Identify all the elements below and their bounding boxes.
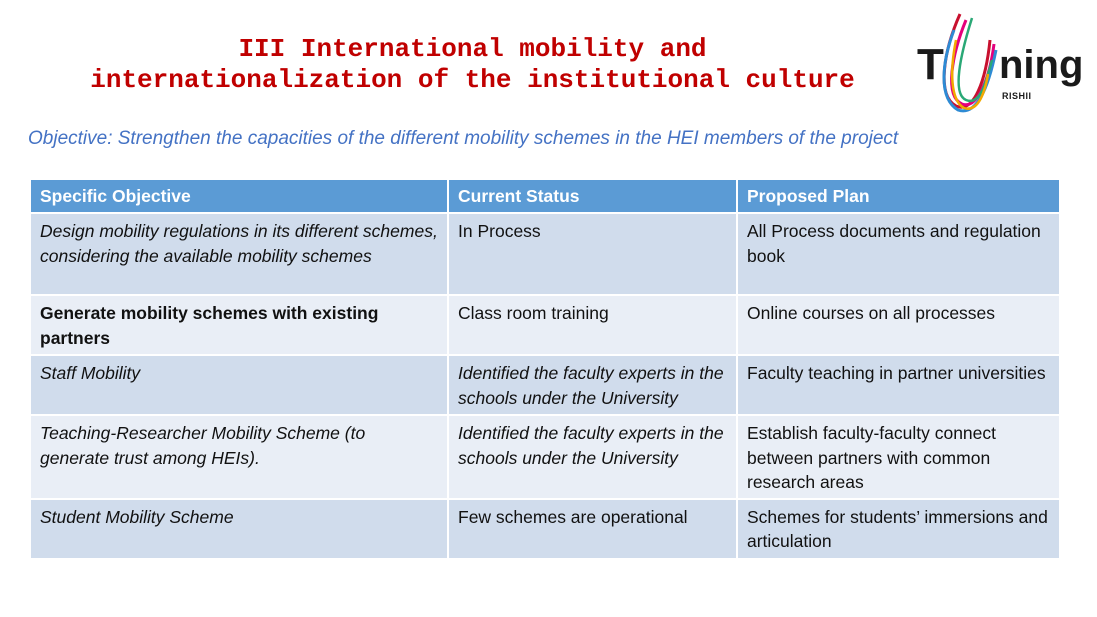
cell-status: Identified the faculty experts in the schools under the University: [448, 415, 737, 499]
slide-title-line1: III International mobility and: [238, 34, 707, 64]
cell-objective: Design mobility regulations in its different schemes, considering the available mobility schemes: [31, 213, 448, 295]
header-current-status: Current Status: [448, 180, 737, 213]
cell-objective: Staff Mobility: [31, 355, 448, 415]
cell-plan: Online courses on all processes: [737, 295, 1059, 355]
cell-objective: Generate mobility schemes with existing partners: [31, 295, 448, 355]
cell-plan: All Process documents and regulation book: [737, 213, 1059, 295]
cell-plan: Schemes for students’ immersions and articulation: [737, 499, 1059, 559]
cell-status: In Process: [448, 213, 737, 295]
tuning-logo: [916, 10, 1091, 118]
table-row: [31, 499, 1059, 559]
table-row: [31, 415, 1059, 499]
cell-status: Few schemes are operational: [448, 499, 737, 559]
mobility-plan-table: [31, 180, 1059, 560]
slide-title-line2: internationalization of the institutional culture: [90, 65, 855, 95]
cell-status: Identified the faculty experts in the schools under the University: [448, 355, 737, 415]
cell-plan: Faculty teaching in partner universities: [737, 355, 1059, 415]
header-specific-objective: Specific Objective: [31, 180, 448, 213]
header-proposed-plan: Proposed Plan: [737, 180, 1059, 213]
objective-text: Objective: Strengthen the capacities of the different mobility schemes in the HEI members of the project: [28, 128, 899, 149]
logo-text-ning: ning: [999, 43, 1084, 87]
logo-letter-t: T: [917, 40, 944, 89]
slide-title: [20, 34, 925, 96]
cell-objective: Student Mobility Scheme: [31, 499, 448, 559]
cell-plan: Establish faculty-faculty connect between partners with common research areas: [737, 415, 1059, 499]
cell-status: Class room training: [448, 295, 737, 355]
table-header-row: [31, 180, 1059, 213]
cell-objective: Teaching-Researcher Mobility Scheme (to generate trust among HEIs).: [31, 415, 448, 499]
table-row: [31, 355, 1059, 415]
logo-subtitle: RISHII: [1002, 91, 1032, 101]
table-row: [31, 295, 1059, 355]
table-row: [31, 213, 1059, 295]
